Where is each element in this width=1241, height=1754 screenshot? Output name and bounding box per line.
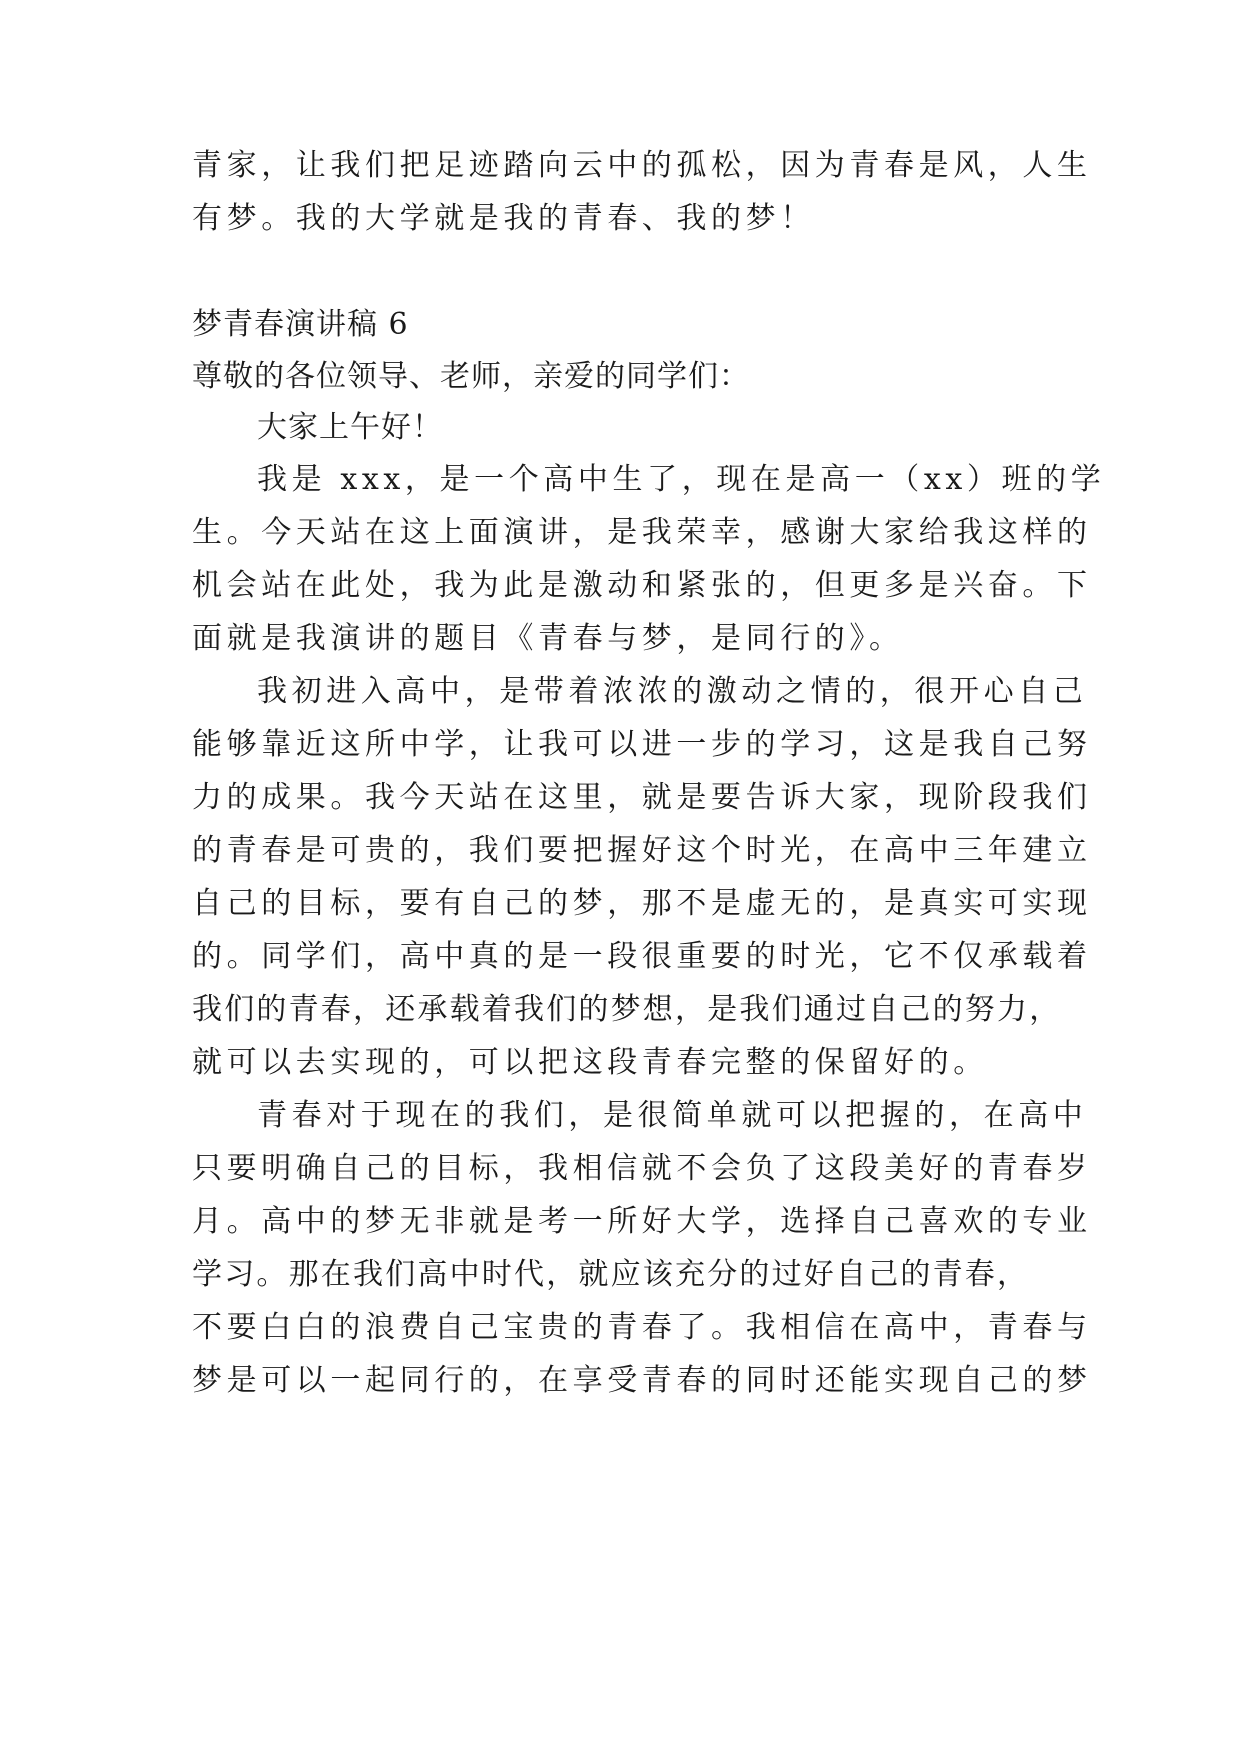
paragraph2-line-7: 我们的青春，还承载着我们的梦想，是我们通过自己的努力， [192, 992, 1062, 1027]
paragraph2-line-4: 的青春是可贵的，我们要把握好这个时光，在高中三年建立 [192, 833, 1092, 868]
intro-line-1: 青家，让我们把足迹踏向云中的孤松，因为青春是风，人生 [192, 148, 1092, 183]
greeting: 大家上午好！ [257, 410, 443, 445]
paragraph2-line-2: 能够靠近这所中学，让我可以进一步的学习，这是我自己努 [192, 727, 1092, 762]
paragraph3-line-3: 月。高中的梦无非就是考一所好大学，选择自己喜欢的专业 [192, 1204, 1092, 1239]
paragraph1-line-3: 机会站在此处，我为此是激动和紧张的，但更多是兴奋。下 [192, 568, 1092, 603]
paragraph3-line-2: 只要明确自己的目标，我相信就不会负了这段美好的青春岁 [192, 1151, 1092, 1186]
paragraph3-line-4: 学习。那在我们高中时代，就应该充分的过好自己的青春， [192, 1257, 1030, 1292]
paragraph2-line-1: 我初进入高中，是带着浓浓的激动之情的，很开心自己 [257, 674, 1088, 709]
paragraph3-line-6: 梦是可以一起同行的，在享受青春的同时还能实现自己的梦 [192, 1363, 1092, 1398]
intro-line-2: 有梦。我的大学就是我的青春、我的梦！ [192, 201, 815, 236]
paragraph2-line-8: 就可以去实现的，可以把这段青春完整的保留好的。 [192, 1045, 988, 1080]
paragraph1-line-1: 我是 xxx，是一个高中生了，现在是高一（xx）班的学 [257, 462, 1106, 497]
paragraph2-line-3: 力的成果。我今天站在这里，就是要告诉大家，现阶段我们 [192, 780, 1092, 815]
paragraph2-line-6: 的。同学们，高中真的是一段很重要的时光，它不仅承载着 [192, 939, 1092, 974]
paragraph1-line-2: 生。今天站在这上面演讲，是我荣幸，感谢大家给我这样的 [192, 515, 1092, 550]
salutation: 尊敬的各位领导、老师，亲爱的同学们： [192, 359, 750, 394]
paragraph3-line-1: 青春对于现在的我们，是很简单就可以把握的，在高中 [257, 1098, 1088, 1133]
paragraph3-line-5: 不要白白的浪费自己宝贵的青春了。我相信在高中，青春与 [192, 1310, 1092, 1345]
section-title: 梦青春演讲稿 6 [192, 307, 409, 342]
paragraph2-line-5: 自己的目标，要有自己的梦，那不是虚无的，是真实可实现 [192, 886, 1092, 921]
paragraph1-line-4: 面就是我演讲的题目《青春与梦，是同行的》。 [192, 621, 904, 656]
